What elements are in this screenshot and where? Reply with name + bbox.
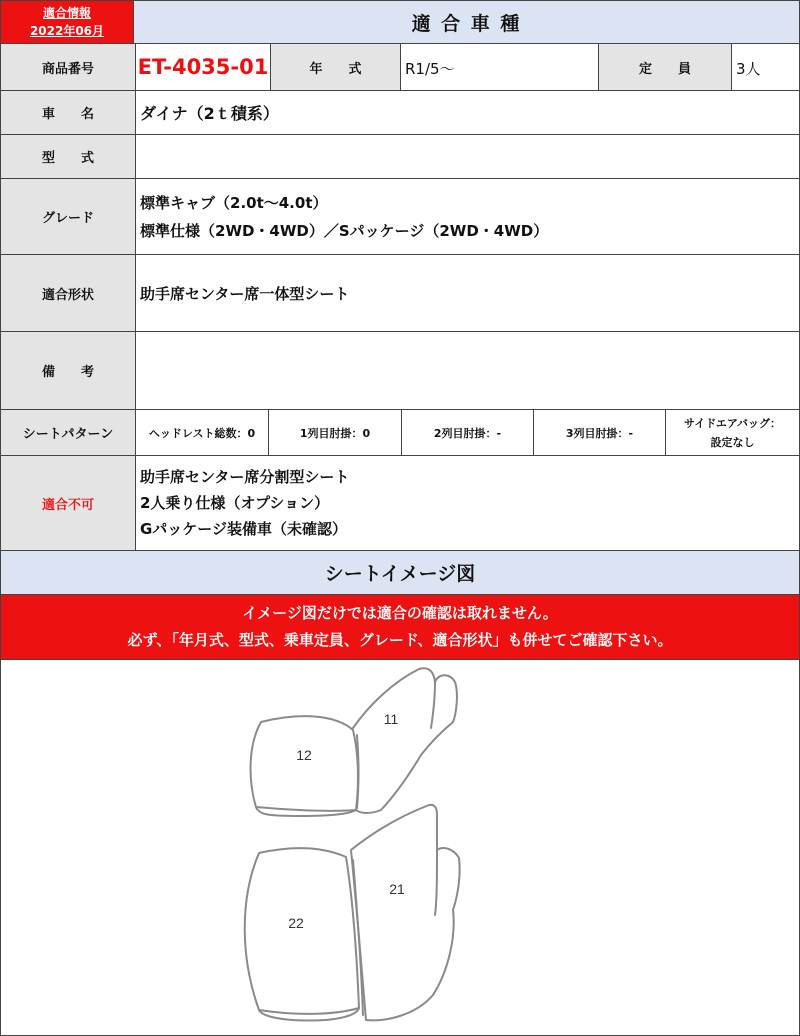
row3-armrest: 3列目肘掛：-: [534, 410, 666, 455]
seat-part-label: 21: [389, 881, 405, 897]
incompatible-line: Gパッケージ装備車（未確認）: [140, 520, 348, 538]
notes-value: [136, 332, 799, 409]
grade-row: [1, 179, 799, 255]
warning-line: イメージ図だけでは適合の確認は取れません。: [242, 604, 558, 622]
grade-label: グレード: [1, 179, 136, 254]
vehicle-name-row: [1, 91, 799, 135]
seat-image-title: シートイメージ図: [324, 563, 476, 585]
product-code-label: 商品番号: [1, 44, 136, 90]
row2-armrest: 2列目肘掛：-: [402, 410, 534, 455]
incompatible-row: [1, 456, 799, 551]
capacity-label: 定 員: [599, 44, 732, 90]
incompatible-line: 助手席センター席分割型シート: [140, 468, 350, 486]
warning-box: [1, 595, 799, 659]
model-year: R1/5～: [401, 44, 599, 90]
grade-line: 標準キャブ（2.0t～4.0t）: [140, 193, 328, 212]
headrest-count: ヘッドレスト総数：0: [136, 410, 269, 455]
fit-shape-row: [1, 255, 799, 332]
vehicle-name-label: 車 名: [1, 91, 136, 134]
seat-diagram: [1, 660, 799, 1035]
seat-part-11: [353, 668, 457, 813]
info-badge-date: 2022年06月: [29, 24, 105, 38]
seat-part-label: 22: [288, 915, 304, 931]
seat-pattern-label: シートパターン: [1, 410, 136, 455]
incompatible-values: [136, 456, 799, 550]
seat-part-label: 12: [296, 747, 312, 763]
seat-part-22: [245, 848, 359, 1014]
seat-part-12: [251, 716, 358, 811]
side-airbag-value: 設定なし: [710, 435, 755, 449]
warning-line: 必ず、「年月式、型式、乗車定員、グレード、適合形状」も併せてご確認下さい。: [127, 631, 673, 649]
product-code: ET-4035-01: [136, 44, 271, 90]
notes-row: [1, 332, 799, 410]
notes-label: 備 考: [1, 332, 136, 409]
grade-line: 標準仕様（2WD・4WD）／Sパッケージ（2WD・4WD）: [140, 221, 549, 240]
seat-pattern-row: [1, 410, 799, 456]
page-title: 適 合 車 種: [411, 12, 522, 35]
product-row: [1, 44, 799, 91]
seat-image-title-row: [1, 551, 799, 595]
capacity: 3人: [736, 60, 761, 78]
header-row: [1, 1, 799, 44]
grade-values: [136, 179, 799, 254]
model-value: [136, 135, 799, 178]
side-airbag-label: サイドエアバッグ：: [684, 416, 781, 430]
model-label: 型 式: [1, 135, 136, 178]
fit-shape-label: 適合形状: [1, 255, 136, 331]
model-row: [1, 135, 799, 179]
info-badge: [1, 1, 134, 43]
seat-part-21: [351, 805, 460, 1020]
fit-shape-value: 助手席センター席一体型シート: [140, 284, 350, 303]
model-year-label: 年 式: [271, 44, 401, 90]
side-airbag: [666, 410, 799, 455]
info-badge-title: 適合情報: [42, 6, 91, 20]
incompatible-line: 2人乗り仕様（オプション）: [140, 494, 330, 512]
warning-row: [1, 595, 799, 660]
seat-part-label: 11: [383, 711, 399, 727]
incompatible-label: 適合不可: [1, 456, 136, 550]
vehicle-name: ダイナ（2ｔ積系）: [140, 104, 279, 123]
row1-armrest: 1列目肘掛：0: [269, 410, 402, 455]
